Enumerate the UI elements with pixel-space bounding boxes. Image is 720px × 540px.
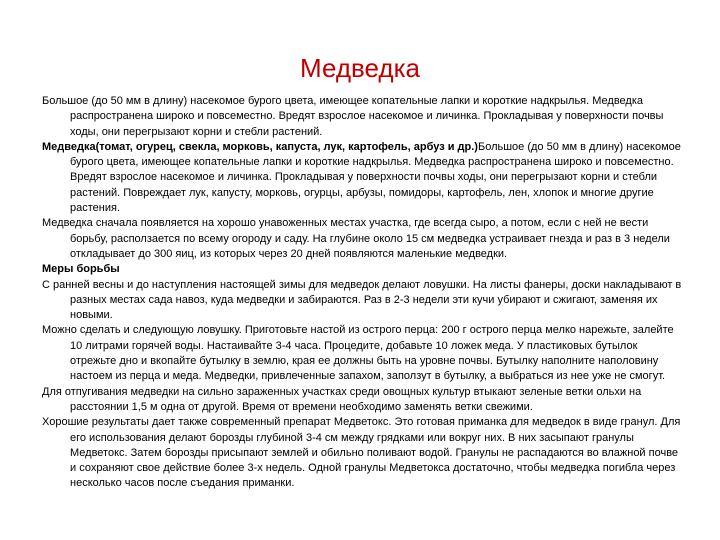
section-heading-control: Меры борьбы — [42, 263, 120, 276]
paragraph-trap-manure: С ранней весны и до наступления настоящей зимы для медведок делают ловушки. На листы фанеры, доски накладывают в разных местах сада навоз, куда медведки и забираются. Раз в 2-3 недели эти кучи убирают и сжигают, заменяя их новыми. — [42, 278, 682, 322]
paragraph-medvetox: Хорошие результаты дает также современный препарат Медветокс. Это готовая приманка для медведок в виде гранул. Для его использования делают борозды глубиной 3-4 см между грядками или вокруг них. В них засыпают гранулы Медветокс. Затем борозды присыпают землей и обильно поливают водой. Гранулы не распадаются во влажной почве и сохраняют свое действие более 3-х недель. Одной гранулы Медветокса достаточно, чтобы медведка погибла через несколько часов после съедания приманки. — [42, 416, 681, 490]
slide-body — [42, 94, 682, 492]
paragraph-spread: Медведка сначала появляется на хорошо унавоженных местах участка, где всегда сыро, а потом, если с ней не вести борьбу, расползается по всему огороду и саду. На глубине около 15 см медведка устраивает гнезда и раз в 3 недели откладывает до 300 яиц, из которых через 20 дней появляются маленькие медведки. — [42, 217, 670, 260]
paragraph-trap-bottle: Можно сделать и следующую ловушку. Приготовьте настой из острого перца: 200 г острого перца мелко нарежьте, залейте 10 литрами горячей воды. Настаивайте 3-4 часа. Процедите, добавьте 10 ложек меда. У пластиковых бутылок отрежьте дно и вкопайте бутылку в землю, края ее должны быть на уровне почвы. Бутылку наполните наполовину настоем из перца и меда. Медведки, привлеченные запахом, заползут в бутылку, а выбраться из нее уже не смогут. — [42, 324, 674, 383]
slide-title: Медведка — [300, 53, 420, 83]
paragraph-alder-branches: Для отпугивания медведки на сильно зараженных участках среди овощных культур втыкают зеленые ветки ольхи на расстоянии 1,5 м одна от другой. Время от времени необходимо заменять ветки свежими. — [42, 385, 642, 413]
paragraph-crops-text: Большое (до 50 мм в длину) насекомое бурого цвета, имеющее копательные лапки и короткие надкрылья. Медведка распространена широко и повсеместно. Вредят взрослое насекомое и личинка. Прокладывая у поверхности почвы ходы, они перегрызают корни и стебли растений. Повреждает лук, капусту, морковь, огурцы, арбузы, помидоры, картофель, лен, хлопок и многие другие растения. — [70, 140, 681, 215]
paragraph-crops-bold: Медведка(томат, огурец, свекла, морковь, капуста, лук, картофель, арбуз и др.) — [42, 140, 478, 153]
paragraph-description: Большое (до 50 мм в длину) насекомое бурого цвета, имеющее копательные лапки и короткие надкрылья. Медведка распространена широко и повсеместно. Вредят взрослое насекомое и личинка. Прокладывая у поверхности почвы ходы, они перегрызают корни и стебли растений. — [42, 95, 664, 138]
paragraph-crops — [42, 140, 682, 216]
